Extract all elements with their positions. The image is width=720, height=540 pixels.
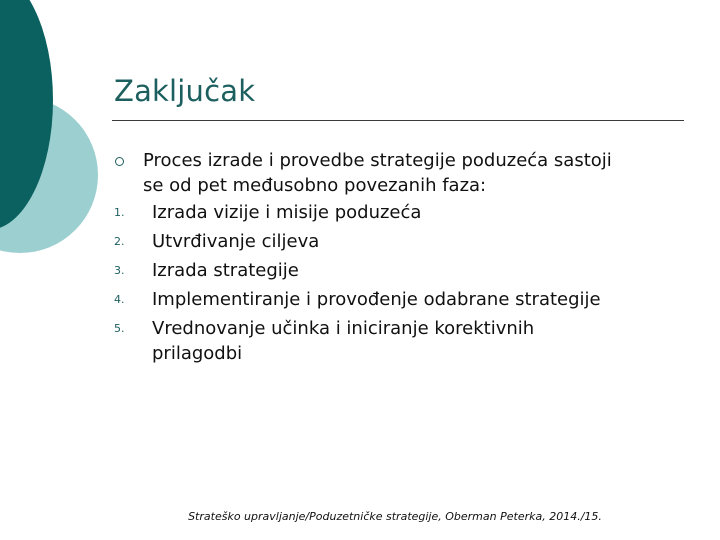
list-item-text: Implementiranje i provođenje odabrane strategije (152, 289, 601, 310)
title-divider (112, 120, 684, 121)
list-item (0, 258, 720, 284)
circle-bullet-icon (115, 157, 124, 166)
list-item (0, 316, 720, 342)
intro-bullet (0, 148, 720, 174)
list-item (0, 229, 720, 255)
slide-title: Zaključak (114, 74, 256, 108)
list-item-text-cont: prilagodbi (152, 343, 243, 364)
intro-line-2: se od pet međusobno povezanih faza: (143, 175, 487, 196)
list-item-text: Utvrđivanje ciljeva (152, 231, 320, 252)
footer-citation: Strateško upravljanje/Poduzetničke strategije, Oberman Peterka, 2014./15. (188, 510, 602, 523)
list-item-cont (0, 341, 720, 367)
list-number: 5. (114, 322, 125, 335)
intro-line-1: Proces izrade i provedbe strategije poduzeća sastoji (143, 150, 612, 171)
intro-bullet-cont (0, 173, 720, 199)
list-item-text: Izrada strategije (152, 260, 299, 281)
list-number: 2. (114, 235, 125, 248)
list-item-text: Vrednovanje učinka i iniciranje korektivnih (152, 318, 535, 339)
list-number: 3. (114, 264, 125, 277)
list-item (0, 200, 720, 226)
list-number: 4. (114, 293, 125, 306)
list-item-text: Izrada vizije i misije poduzeća (152, 202, 422, 223)
list-item (0, 287, 720, 313)
list-number: 1. (114, 206, 125, 219)
